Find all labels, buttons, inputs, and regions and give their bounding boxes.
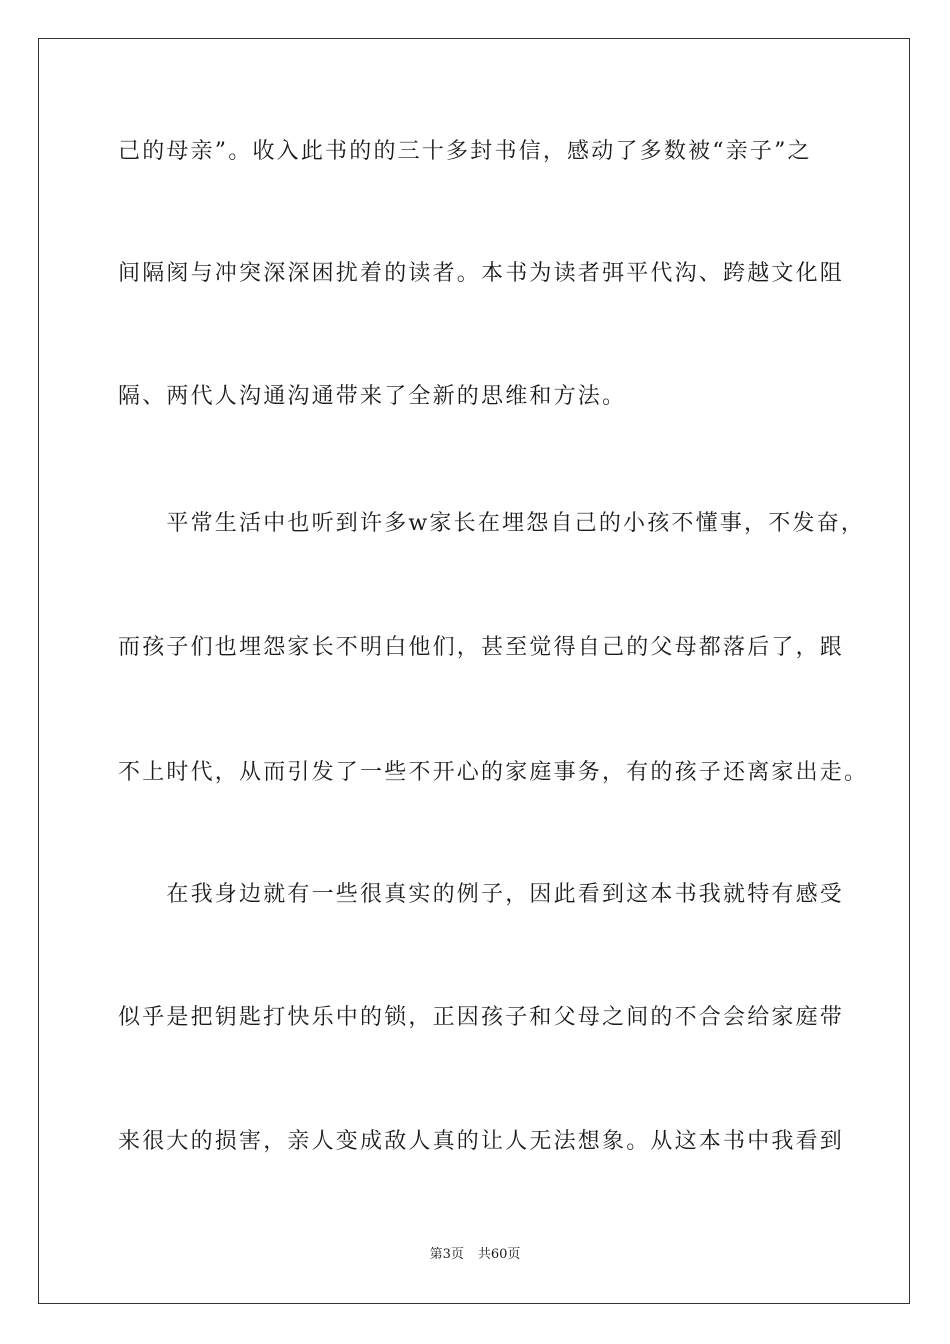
- body-text-line: 来很大的损害，亲人变成敌人真的让人无法想象。从这本书中我看到: [118, 1129, 845, 1154]
- body-text-line: 不上时代，从而引发了一些不开心的家庭事务，有的孩子还离家出走。: [118, 760, 869, 785]
- body-text-line: 己的母亲”。收入此书的的三十多封书信，感动了多数被“亲子”之: [118, 139, 812, 164]
- page-total: 共60页: [477, 1247, 521, 1262]
- page-border: [38, 38, 910, 1304]
- body-text-line: 隔、两代人沟通沟通带来了全新的思维和方法。: [118, 384, 627, 409]
- body-text-line: 在我身边就有一些很真实的例子，因此看到这本书我就特有感受: [118, 882, 845, 907]
- body-text-line: 间隔阂与冲突深深困扰着的读者。本书为读者弭平代沟、跨越文化阻: [118, 261, 845, 286]
- page-footer: [0, 1246, 950, 1264]
- body-text-line: 似乎是把钥匙打快乐中的锁，正因孩子和父母之间的不合会给家庭带: [118, 1005, 845, 1030]
- body-text-line: 平常生活中也听到许多w家长在埋怨自己的小孩不懂事，不发奋，: [118, 511, 866, 536]
- page-number: 第3页: [429, 1247, 464, 1262]
- body-text-line: 而孩子们也埋怨家长不明白他们，甚至觉得自己的父母都落后了，跟: [118, 635, 845, 660]
